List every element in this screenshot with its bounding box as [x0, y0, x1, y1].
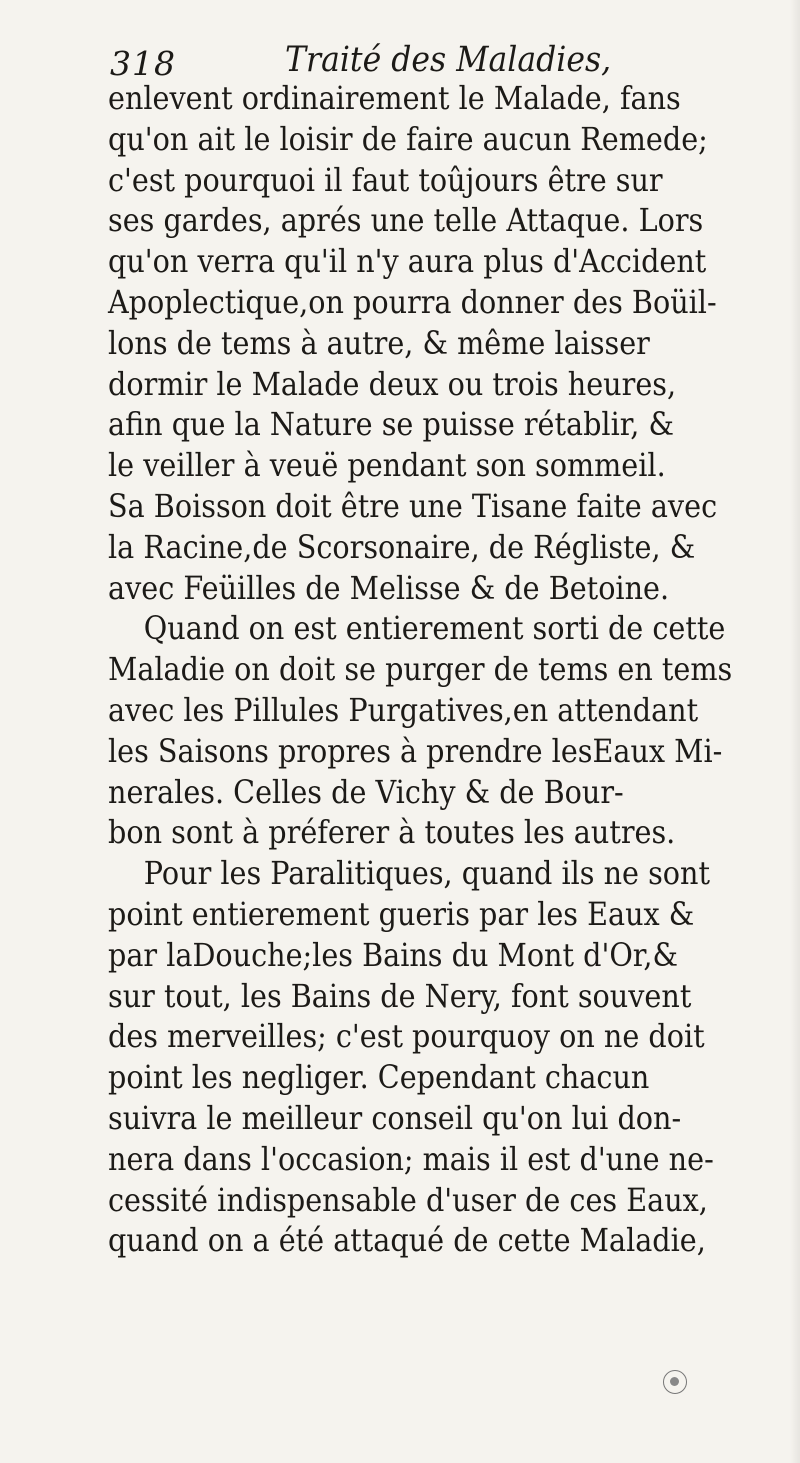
- text-line: nerales. Celles de Vichy & de Bour-: [108, 772, 624, 811]
- text-line: sur tout, les Bains de Nery, font souvent: [108, 976, 692, 1015]
- body-text: [108, 78, 798, 1261]
- text-line: qu'on ait le loisir de faire aucun Remede;: [108, 119, 708, 158]
- text-line: le veiller à veuë pendant son sommeil.: [108, 446, 666, 485]
- text-line: bon sont à préferer à toutes les autres.: [108, 813, 676, 852]
- text-line: point les negliger. Cependant chacun: [108, 1058, 650, 1097]
- text-line: afin que la Nature se puisse rétablir, &: [108, 405, 674, 444]
- text-line: Apoplectique,on pourra donner des Boüil-: [108, 282, 717, 321]
- text-line: des merveilles; c'est pourquoy on ne doit: [108, 1017, 705, 1056]
- text-line: cessité indispensable d'user de ces Eaux,: [108, 1180, 708, 1219]
- library-stamp-icon: [663, 1370, 687, 1394]
- page-edge: [790, 0, 800, 1463]
- text-line: nera dans l'occasion; mais il est d'une ne-: [108, 1139, 714, 1178]
- text-line: point entierement gueris par les Eaux &: [108, 894, 695, 933]
- paragraph-start-line: Quand on est entierement sorti de cette: [143, 609, 726, 648]
- text-line: ses gardes, aprés une telle Attaque. Lors: [108, 201, 704, 240]
- text-line: par laDouche;les Bains du Mont d'Or,&: [108, 935, 678, 974]
- text-line: lons de tems à autre, & même laisser: [108, 323, 650, 362]
- text-line: qu'on verra qu'il n'y aura plus d'Accident: [108, 242, 707, 281]
- text-line: avec Feüilles de Melisse & de Betoine.: [108, 568, 670, 607]
- text-line: Sa Boisson doit être une Tisane faite avec: [108, 486, 718, 525]
- text-line: enlevent ordinairement le Malade, fans: [108, 79, 681, 117]
- text-line: les Saisons propres à prendre lesEaux Mi-: [108, 731, 723, 770]
- paragraph-start-line: Pour les Paralitiques, quand ils ne sont: [143, 854, 710, 893]
- text-line: la Racine,de Scorsonaire, de Régliste, &: [108, 527, 696, 566]
- text-line: Maladie on doit se purger de tems en tems: [108, 650, 733, 689]
- text-line: quand on a été attaqué de cette Maladie,: [108, 1221, 706, 1260]
- page-number: 318: [110, 44, 176, 83]
- text-line: avec les Pillules Purgatives,en attendant: [108, 690, 699, 729]
- text-line: c'est pourquoi il faut toûjours être sur: [108, 160, 663, 199]
- text-line: suivra le meilleur conseil qu'on lui don-: [108, 1098, 682, 1137]
- running-title: Traité des Maladies,: [285, 40, 612, 80]
- text-line: dormir le Malade deux ou trois heures,: [108, 364, 677, 403]
